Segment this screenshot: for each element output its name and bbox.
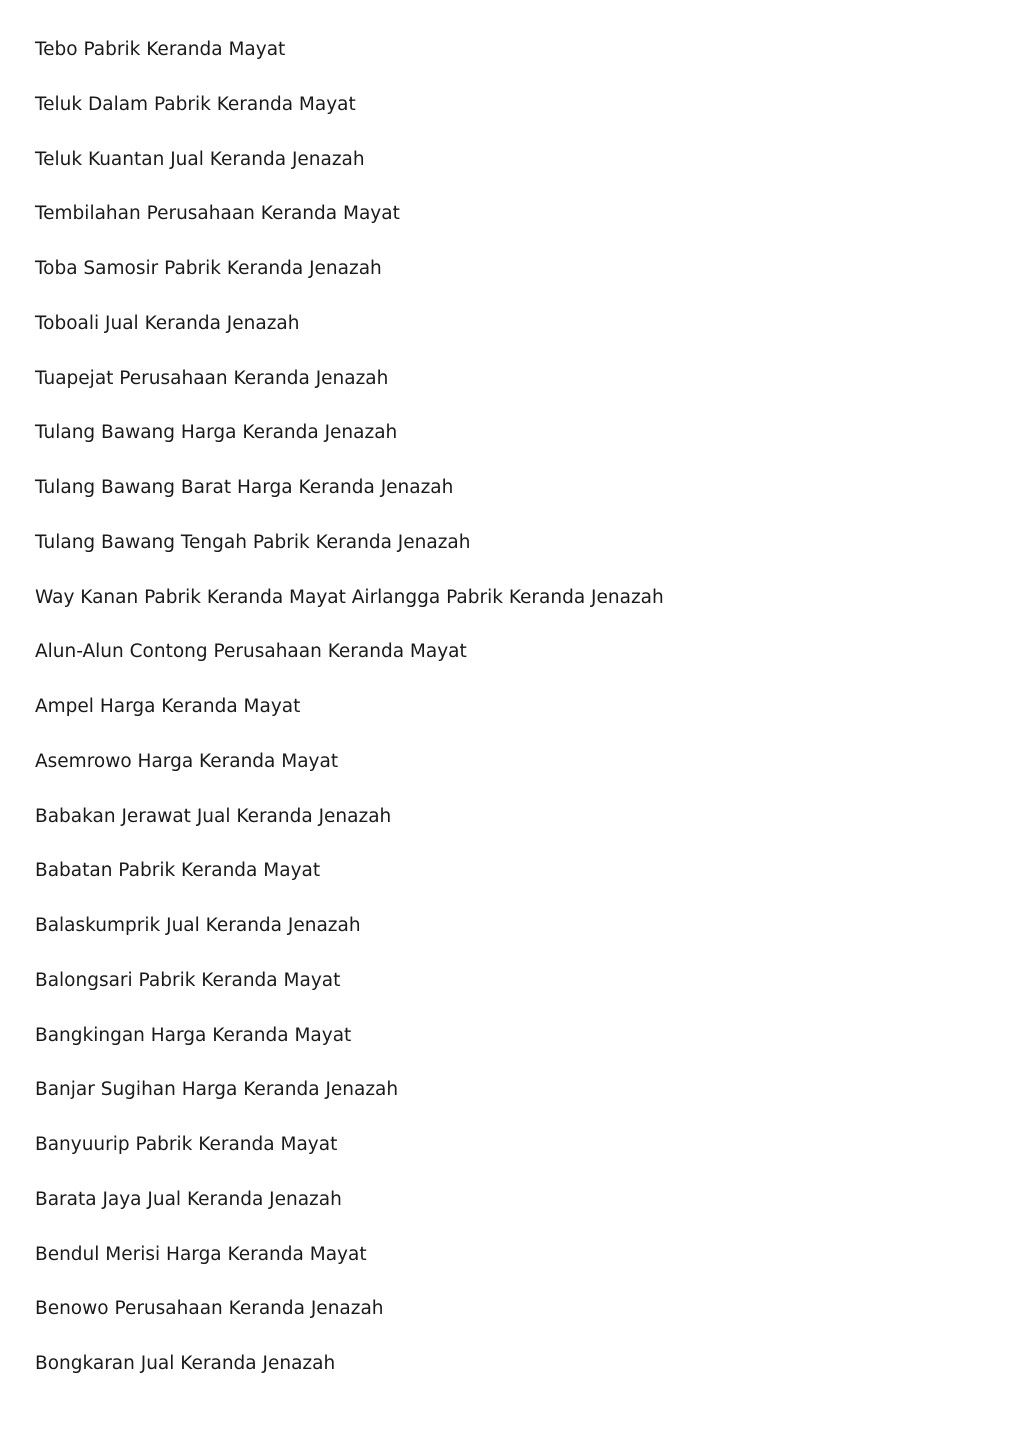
text-line: Bongkaran Jual Keranda Jenazah <box>35 1353 336 1374</box>
text-line: Toboali Jual Keranda Jenazah <box>35 312 300 334</box>
text-line: Balongsari Pabrik Keranda Mayat <box>35 969 341 991</box>
text-line: Babatan Pabrik Keranda Mayat <box>35 860 321 882</box>
text-line: Tulang Bawang Barat Harga Keranda Jenazah <box>35 477 454 498</box>
text-line: Tebo Pabrik Keranda Mayat <box>35 39 286 60</box>
text-line: Teluk Dalam Pabrik Keranda Mayat <box>35 93 356 115</box>
text-line: Toba Samosir Pabrik Keranda Jenazah <box>35 258 382 279</box>
text-line: Teluk Kuantan Jual Keranda Jenazah <box>35 148 365 170</box>
text-line: Balaskumprik Jual Keranda Jenazah <box>35 915 361 936</box>
text-line: Bendul Merisi Harga Keranda Mayat <box>35 1243 367 1265</box>
text-line: Tulang Bawang Tengah Pabrik Keranda Jenazah <box>35 531 471 553</box>
text-line: Tembilahan Perusahaan Keranda Mayat <box>35 203 400 225</box>
text-line: Ampel Harga Keranda Mayat <box>35 696 301 717</box>
text-line: Asemrowo Harga Keranda Mayat <box>35 750 339 772</box>
text-line: Banyuurip Pabrik Keranda Mayat <box>35 1134 338 1155</box>
text-line: Benowo Perusahaan Keranda Jenazah <box>35 1298 384 1320</box>
text-line: Tuapejat Perusahaan Keranda Jenazah <box>35 367 389 389</box>
text-line: Bangkingan Harga Keranda Mayat <box>35 1024 352 1046</box>
text-line: Barata Jaya Jual Keranda Jenazah <box>35 1188 342 1210</box>
text-line: Alun-Alun Contong Perusahaan Keranda Mayat <box>35 641 467 663</box>
text-line: Banjar Sugihan Harga Keranda Jenazah <box>35 1079 399 1101</box>
text-line: Way Kanan Pabrik Keranda Mayat Airlangga Pabrik Keranda Jenazah <box>35 586 664 608</box>
text-line-list <box>35 36 995 1405</box>
text-line: Tulang Bawang Harga Keranda Jenazah <box>35 422 398 444</box>
text-line: Babakan Jerawat Jual Keranda Jenazah <box>35 805 392 827</box>
